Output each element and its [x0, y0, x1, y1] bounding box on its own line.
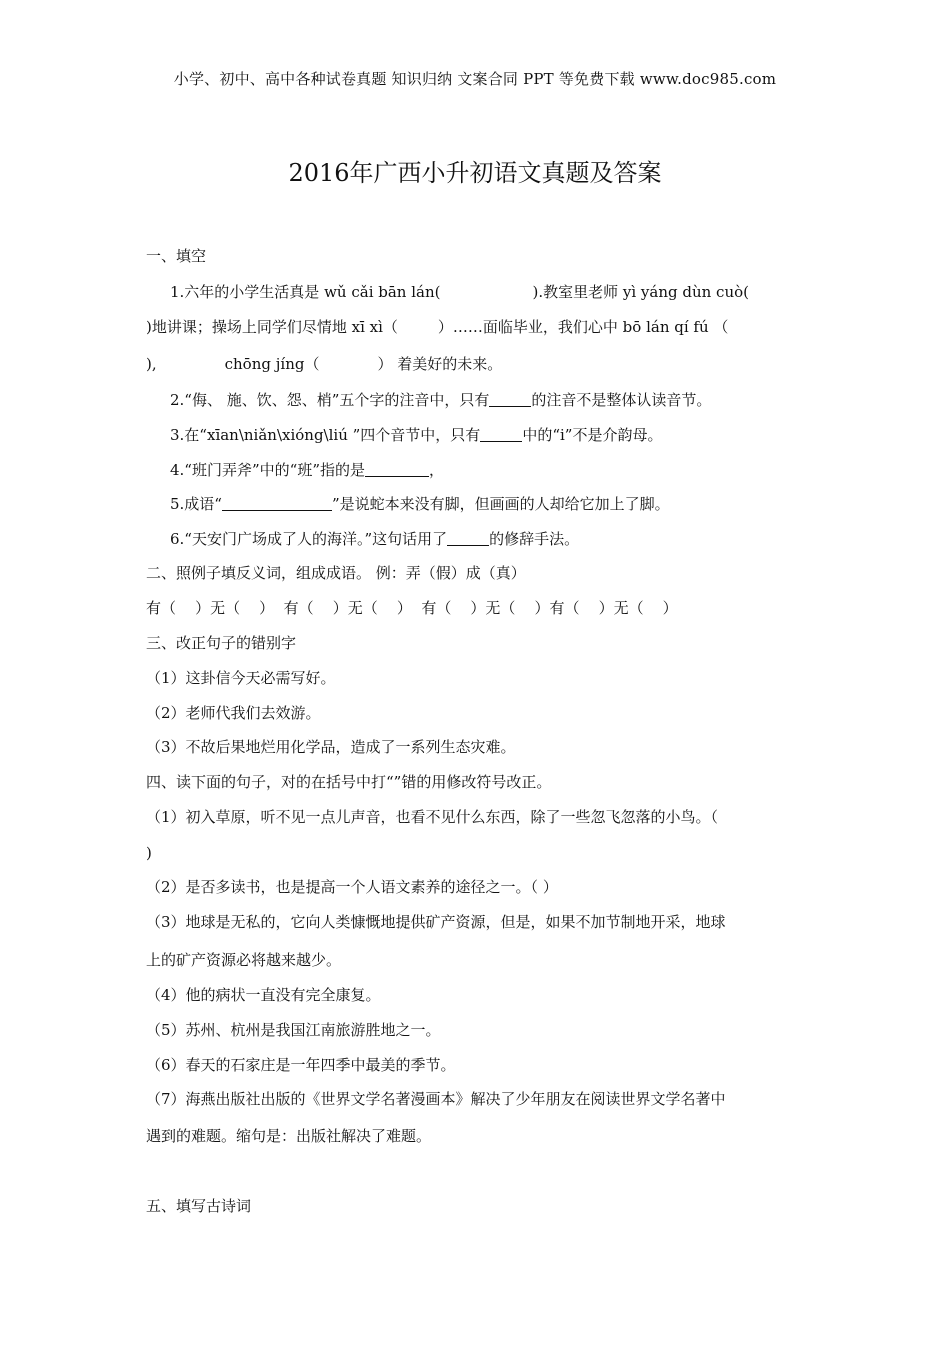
- list-item-continuation: 遇到的难题。缩句是：出版社解决了难题。: [146, 1127, 432, 1145]
- list-item: （3）地球是无私的，它向人类慷慨地提供矿产资源，但是，如果不加节制地开采，地球: [146, 913, 726, 931]
- answer-blank[interactable]: [480, 427, 522, 442]
- question-4: 4.“班门弄斧”中的“班”指的是 ，: [170, 461, 445, 479]
- section-heading-judgement: 四、读下面的句子，对的在括号中打“”错的用修改符号改正。: [146, 773, 552, 791]
- question-1-line-2: )地讲课；操场上同学们尽情地 xī xì（ ）……面临毕业，我们心中 bō lán qí fú （: [146, 318, 729, 336]
- list-item-continuation: ): [146, 844, 152, 862]
- section-heading-typos: 三、改正句子的错别字: [146, 634, 297, 652]
- question-5: 5.成语“ ”是说蛇本来没有脚，但画画的人却给它加上了脚。: [170, 495, 670, 513]
- question-2: 2.“侮、 施、饮、怨、梢”五个字的注音中，只有 的注音不是整体认读音节。: [170, 391, 712, 409]
- question-1-line-1: 1.六年的小学生活真是 wǔ cǎi bān lán( ).教室里老师 yì yáng dùn cuò(: [170, 283, 749, 301]
- section-heading-poetry: 五、填写古诗词: [146, 1197, 252, 1215]
- list-item-continuation: 上的矿产资源必将越来越少。: [146, 951, 342, 969]
- question-3: 3.在“xīan\niǎn\xióng\liú ”四个音节中，只有 中的“i”不是介韵母。: [170, 426, 663, 444]
- section-heading-fill-blank: 一、填空: [146, 247, 207, 265]
- list-item: （2）是否多读书，也是提高一个人语文素养的途径之一。（ ）: [146, 878, 558, 896]
- list-item: （3）不故后果地烂用化学品，造成了一系列生态灾难。: [146, 738, 516, 756]
- list-item: （6）春天的石家庄是一年四季中最美的季节。: [146, 1056, 456, 1074]
- site-header: 小学、初中、高中各种试卷真题 知识归纳 文案合同 PPT 等免费下载 www.doc985.com: [173, 70, 777, 88]
- question-1-line-3: ), chōng jíng（ ） 着美好的未来。: [146, 355, 503, 373]
- list-item: （1）这卦信今天必需写好。: [146, 669, 336, 687]
- answer-blank[interactable]: [489, 392, 531, 407]
- list-item: （4）他的病状一直没有完全康复。: [146, 986, 381, 1004]
- answer-blank[interactable]: [447, 531, 489, 546]
- section-heading-antonyms: 二、照例子填反义词，组成成语。 例：弄（假）成（真）: [146, 564, 526, 582]
- antonym-answer-row: 有（ ）无（ ） 有（ ）无（ ） 有（ ）无（ ）有（ ）无（ ）: [146, 599, 678, 617]
- answer-blank[interactable]: [222, 496, 332, 511]
- page-title: 2016年广西小升初语文真题及答案: [288, 159, 662, 187]
- answer-blank[interactable]: [365, 462, 429, 477]
- list-item: （1）初入草原，听不见一点儿声音，也看不见什么东西，除了一些忽飞忽落的小鸟。（: [146, 808, 719, 826]
- list-item: （7）海燕出版社出版的《世界文学名著漫画本》解决了少年朋友在阅读世界文学名著中: [146, 1090, 726, 1108]
- question-6: 6.“天安门广场成了人的海洋。”这句话用了 的修辞手法。: [170, 530, 580, 548]
- list-item: （2）老师代我们去效游。: [146, 704, 321, 722]
- list-item: （5）苏州、杭州是我国江南旅游胜地之一。: [146, 1021, 441, 1039]
